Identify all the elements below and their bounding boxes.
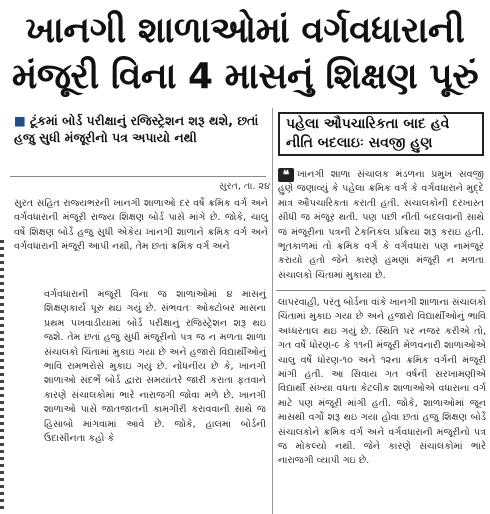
article-paragraph-2: વર્ગવધારાની મંજૂરી વિના જ શાળાઓમાં ૪ માસનું શિક્ષણકાર્ય પૂરુ થઇ ગયું છે. સંભવતઃ ઓક્ટોબર માસના પ્રથમ પખવાડીયામાં બોર્ડ પરીક્ષાનું રજિસ્ટ્રેશન શરૂ થઇ જશે. તેમ છતાં હજુ સુધી મંજૂરીનો પત્ર જ ન મળતા શાળા સંચાલકો ચિંતામાં મુકાઇ ગયા છે અને હજારો વિદ્યાર્થીઓનું ભાવિ રામભરોસે મુકાઇ ગયું છે. નોંધનીય છે કે, ખાનગી શાળાઓ સંદર્ભે બોર્ડ દ્વારા સમયાંતરે જારી કરાતા ફતવાને કારણે સંચાલકોમાં ભારે નારાજગી જોવા મળે છે. ખાનગી શાળાઓ પાસે જાતજાતની કામગીરી કરાવવાની સાથે જ હિસાબો માંગવામાં આવે છે. જોકે, હાલમાં બોર્ડની ઉદાસીનતા કહો કે [44, 289, 266, 445]
sidebar-box-heading [278, 112, 484, 156]
margin-dots [0, 240, 4, 510]
dateline-text: સુરત, તા. ૨૪ [218, 181, 270, 192]
article-paragraph-1: સુરત સહિત રાજ્યભરની ખાનગી શાળાઓ દર વર્ષે ક્રમિક વર્ગ અને વર્ગવધારાની મંજૂરી રાજ્ય શિક્ષણ બોર્ડ પાસે માંગે છે. જોકે, ચાલુ વર્ષે શિક્ષણ બોર્ડે હજુ સુધી એકેય ખાનગી શાળાને ક્રમિક વર્ગ અને વર્ગવધારાની મંજૂરી આપી નથી, તેમ છતાં ક્રમિક વર્ગ અને [14, 198, 268, 253]
headline [0, 0, 490, 108]
square-bullet-icon: ■ [14, 113, 26, 128]
quote-box [278, 168, 484, 283]
divider [10, 176, 266, 177]
subheadline-text: ટૂંકમાં બોર્ડ પરીક્ષાનું રજિસ્ટ્રેશન શરૂ થશે, છતાં હજુ સુધી મંજૂરીનો પત્ર અપાયો નથી [14, 113, 259, 145]
divider [276, 290, 486, 291]
column-divider [272, 108, 273, 514]
headline-line-1: ખાનગી શાળાઓમાં વર્ગવધારાની [25, 10, 465, 51]
subheadline [14, 112, 264, 146]
article-paragraph-3: લાપરવાહી, પરંતુ બોર્ડના વાંકે ખાનગી શાળાના સંચાલકો ચિંતામાં મુકાઇ ગયા છે અને હજારો વિદ્યાર્થીઓનું ભાવિ અધ્ધરતાલ થઇ ગયું છે. સ્થિતિ પર નજર કરીએ તો, ગત વર્ષે ધોરણ-૯ કે ૧૧ની મંજૂરી મેળવનારી શાળાઓએ ચાલુ વર્ષે ધોરણ-૧૦ અને ૧૨ના ક્રમિક વર્ગની મંજૂરી માંગી હતી. આ સિવાય ગત વર્ષની સરખામણીએ વિદ્યાર્થી સંખ્યા વધતા કેટલીક શાળાઓએ વધારાના વર્ગ માટે પણ મંજૂરી માંગી હતી. જોકે, શાળાઓમાં જૂન માસથી વર્ગો શરૂ થઇ ગયા હોવા છતાં હજુ શિક્ષણ બોર્ડે સંચાલકોને ક્રમિક વર્ગ અને વર્ગવધારાની મંજૂરીનો પત્ર જ મોકલ્યો નથી. જેને કારણે સંચાલકોમાં ભારે નારાજગી વ્યાપી ગઇ છે. [278, 297, 486, 467]
quote-icon: ❝ [278, 168, 294, 182]
sidebar-heading-line-1: પહેલા ઔપચારિકતા બાદ હવે [286, 116, 450, 132]
sidebar-heading-line-2: નીતિ બદલાઇઃ સવજી હુણ [286, 135, 433, 151]
quote-text: ખાનગી શાળા સંચાલક મંડળના પ્રમુખ સવજી હુણે જણાવ્યું કે પહેલા ક્રમિક વર્ગ કે વર્ગવધારાને મુદ્દે માત્ર ઔપચારિકતા કરાતી હતી. સંચાલકોની દરખાસ્ત સીધી જ મંજૂર થતી. પણ પછી નીતી બદલવાની સાથે જ મંજૂરીના પત્રની ટેકનિકલ પ્રક્રિયા શરૂ કરાઇ હતી. ભૂતકાળમાં તો ક્રમિક વર્ગ કે વર્ગવધારા પણ નામંજૂર કરાયો હતો જેને કારણે હમણાં મંજૂરી ન મળતા સંચાલકો ચિંતામાં મુકાયા છે. [278, 169, 484, 281]
headline-line-2: મંજૂરી વિના 4 માસનું શિક્ષણ પૂરું [11, 56, 479, 97]
